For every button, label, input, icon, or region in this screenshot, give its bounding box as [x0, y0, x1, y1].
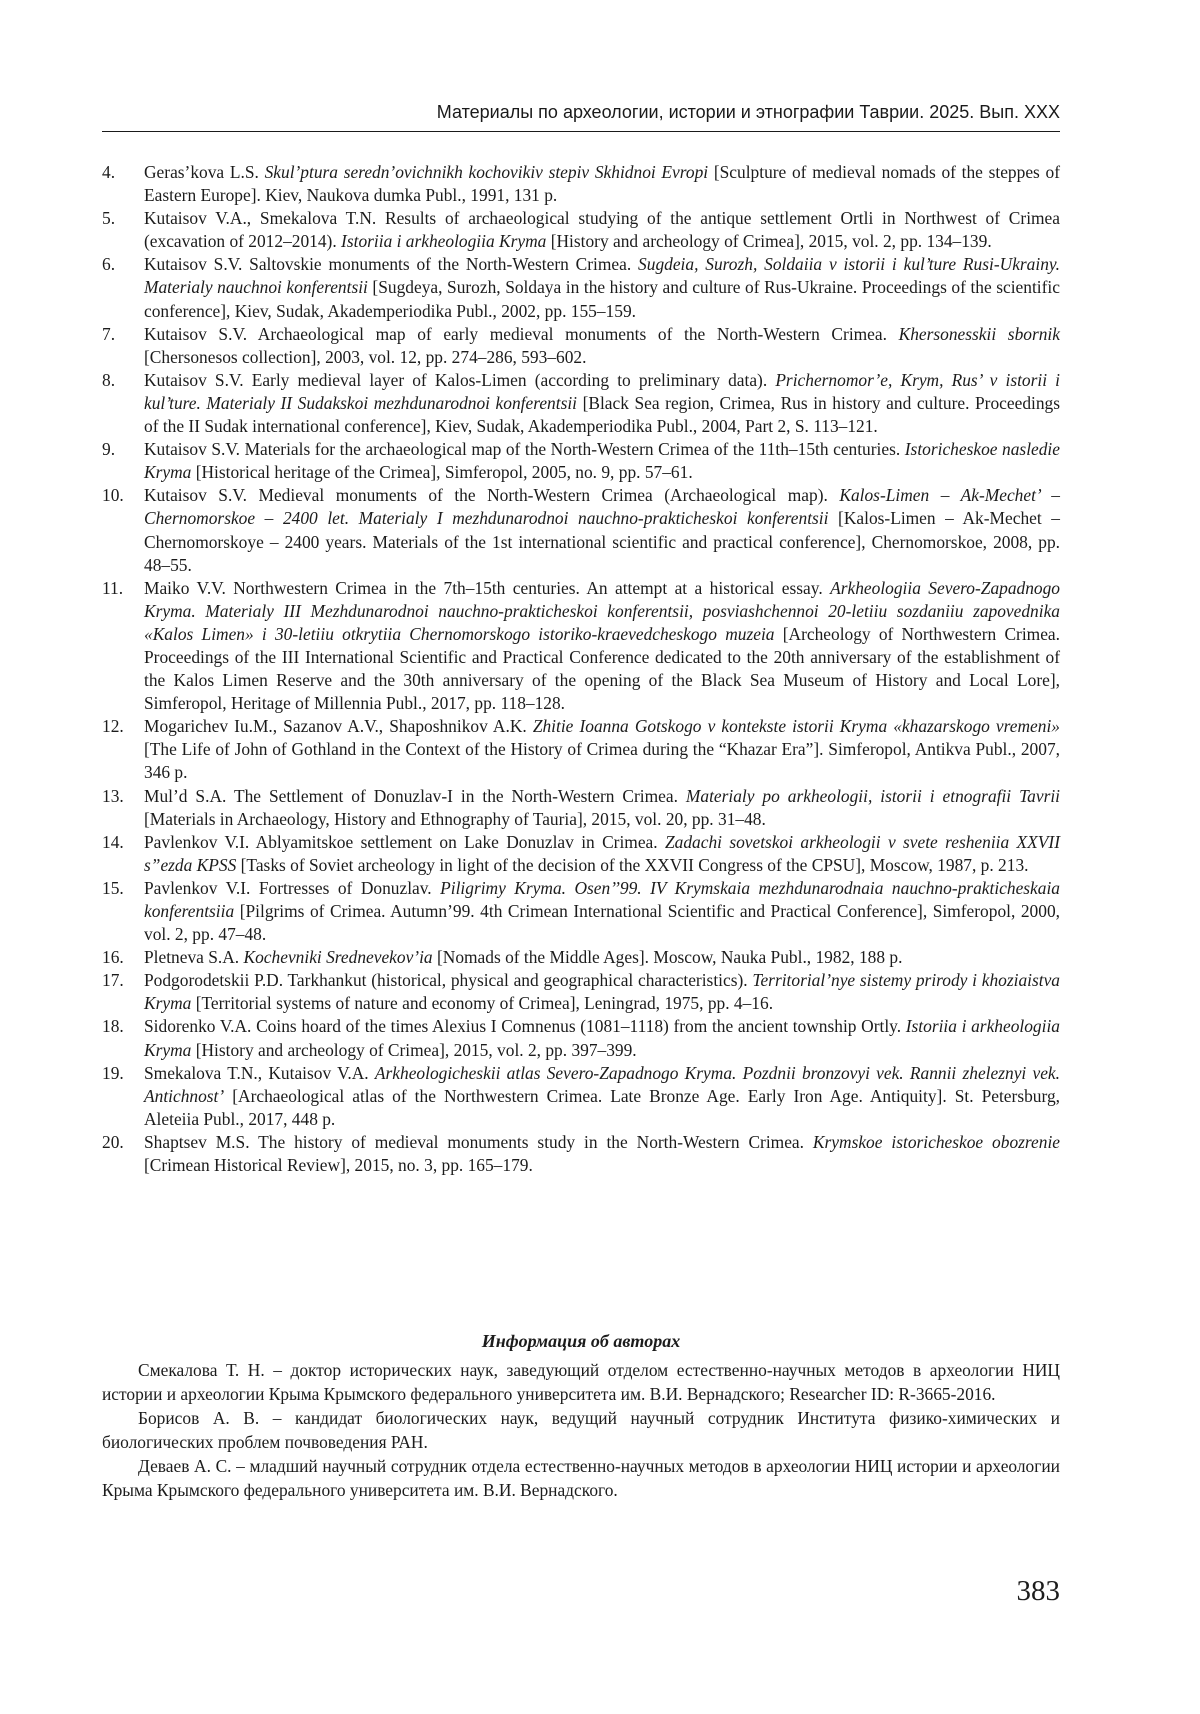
reference-text: [Territorial systems of nature and economy of Crimea], Leningrad, 1975, pp. 4–16. — [191, 993, 774, 1014]
reference-text: Smekalova T.N., Kutaisov V.A. — [144, 1062, 375, 1083]
reference-source-title: Sugdeia, Surozh, Soldaiia v istorii i kul’ture Rusi-Ukrainy. Materialy nauchnoi konferentsii — [144, 254, 1061, 298]
reference-source-title: Istoriia i arkheologiia Kryma — [341, 231, 547, 252]
header-rule — [102, 131, 1060, 132]
reference-text: [Sculpture of medieval nomads of the steppes of Eastern Europe]. Kiev, Naukova dumka Publ., 1991, 131 p. — [144, 162, 1061, 206]
reference-item — [102, 577, 1060, 716]
reference-text: Podgorodetskii P.D. Tarkhankut (historical, physical and geographical characteristics). — [144, 970, 753, 991]
reference-number: 8. — [102, 369, 116, 390]
reference-text: [Chersonesos collection], 2003, vol. 12, pp. 274–286, 593–602. — [144, 346, 587, 367]
reference-number: 6. — [102, 254, 116, 275]
reference-item — [102, 831, 1060, 877]
reference-number: 7. — [102, 323, 116, 344]
reference-item — [102, 785, 1060, 831]
reference-item — [102, 438, 1060, 484]
reference-text: [Materials in Archaeology, History and Ethnography of Tauria], 2015, vol. 20, pp. 31–48. — [144, 808, 766, 829]
author-info-devaev: Деваев А. С. – младший научный сотрудник отдела естественно-научных методов в археологии НИЦ истории и археологии Крыма Крымского федерального университета им. В.И. Вернадского. — [102, 1456, 1060, 1500]
reference-list — [102, 161, 1060, 1177]
reference-item — [102, 715, 1060, 784]
reference-text: [History and archeology of Crimea], 2015, vol. 2, pp. 397–399. — [191, 1039, 637, 1060]
reference-number: 18. — [102, 1016, 124, 1037]
reference-number: 20. — [102, 1131, 124, 1152]
authors-heading: Информация об авторах — [481, 1331, 681, 1351]
reference-text: Mogarichev Iu.M., Sazanov A.V., Shaposhnikov A.K. — [144, 716, 533, 737]
reference-source-title: Kochevniki Srednevekov’ia — [243, 947, 433, 968]
reference-text: [Tasks of Soviet archeology in light of the decision of the XXVII Congress of the CPSU], Moscow, 1987, p. 213. — [236, 854, 1029, 875]
reference-number: 12. — [102, 716, 124, 737]
reference-number: 15. — [102, 877, 124, 898]
reference-text: [Archaeological atlas of the Northwestern Crimea. Late Bronze Age. Early Iron Age. Antiquity]. St. Petersburg, Aleteiia Publ., 2017, 448 p. — [144, 1085, 1060, 1129]
reference-text: [History and archeology of Crimea], 2015, vol. 2, pp. 134–139. — [546, 231, 992, 252]
reference-text: [Nomads of the Middle Ages]. Moscow, Nauka Publ., 1982, 188 p. — [432, 947, 903, 968]
reference-item — [102, 877, 1060, 946]
reference-text: [Pilgrims of Crimea. Autumn’99. 4th Crimean International Scientific and Practical Conference], Simferopol, 2000, vol. 2, pp. 47–48. — [144, 901, 1060, 945]
reference-text: Kutaisov S.V. Archaeological map of early medieval monuments of the North-Western Crimea. — [144, 323, 899, 344]
reference-number: 9. — [102, 439, 116, 460]
page-number: 383 — [1016, 1575, 1060, 1607]
reference-source-title: Istoriia i arkheologiia Kryma — [144, 1016, 1060, 1060]
reference-source-title: Krymskoe istoricheskoe obozrenie — [812, 1131, 1060, 1152]
reference-source-title: Skul’ptura seredn’ovichnikh kochovikiv stepiv Skhidnoi Evropi — [264, 162, 709, 182]
reference-text: Shaptsev M.S. The history of medieval monuments study in the North-Western Crimea. — [144, 1131, 813, 1152]
reference-number: 10. — [102, 485, 124, 506]
reference-number: 14. — [102, 831, 124, 852]
reference-number: 11. — [102, 577, 124, 598]
reference-text: [Kalos-Limen – Ak-Mechet – Chernomorskoye – 2400 years. Materials of the 1st international scientific and practical conference], Chernomorskoe, 2008, pp. 48–55. — [144, 508, 1060, 575]
reference-text: Mul’d S.A. The Settlement of Donuzlav-I in the North-Western Crimea. — [144, 785, 686, 806]
reference-source-title: Piligrimy Kryma. Osen’’99. IV Krymskaia mezhdunarodnaia nauchno-prakticheskaia konferentsiia — [144, 877, 1060, 921]
reference-item — [102, 1015, 1060, 1061]
reference-source-title: Territorial’nye sistemy prirody i khoziaistva Kryma — [144, 970, 1060, 1014]
reference-number: 4. — [102, 162, 116, 182]
author-info-smekalova: Смекалова Т. Н. – доктор исторических наук, заведующий отделом естественно-научных методов в археологии НИЦ истории и археологии Крыма Крымского федерального университета им. В.И. Вернадского; Researcher ID: R-3665-2016. — [102, 1360, 1060, 1404]
reference-text: [Archeology of Northwestern Crimea. Proceedings of the III International Scientific and Practical Conference dedicated to the 20th anniversary of the establishment of the Kalos Limen Reserve and the 30th anniversary of the opening of the Black Sea Museum of History and Local Lore], Simferopol, Heritage of Millennia Publ., 2017, pp. 118–128. — [144, 623, 1060, 714]
reference-source-title: Zhitie Ioanna Gotskogo v kontekste istorii Kryma «khazarskogo vremeni» — [532, 716, 1060, 737]
reference-text: [Historical heritage of the Crimea], Simferopol, 2005, no. 9, pp. 57–61. — [191, 462, 693, 483]
reference-source-title: Khersonesskii sbornik — [898, 323, 1060, 344]
reference-item — [102, 1062, 1060, 1131]
reference-text: Pavlenkov V.I. Fortresses of Donuzlav. — [144, 877, 441, 898]
reference-item — [102, 253, 1060, 322]
reference-number: 5. — [102, 208, 116, 229]
reference-source-title: Arkheologiia Severo-Zapadnogo Kryma. Materialy III Mezhdunarodnoi nauchno-prakticheskoi konferentsii, posviashchennoi 20-letiiu sozdaniiu zapovednika «Kalos Limen» i 30-letiiu otkrytiia Chernomorskogo istoriko-kraevedcheskogo muzeia — [144, 577, 1061, 644]
reference-text: Kutaisov S.V. Materials for the archaeological map of the North-Western Crimea of the 11th–15th centuries. — [144, 439, 905, 460]
reference-text: Kutaisov V.A., Smekalova T.N. Results of archaeological studying of the antique settlement Ortli in Northwest of Crimea (excavation of 2012–2014). — [144, 208, 1060, 252]
reference-text: [Black Sea region, Crimea, Rus in history and culture. Proceedings of the II Sudak international conference], Kiev, Sudak, Akademperiodika Publ., 2004, Part 2, S. 113–121. — [144, 392, 1061, 437]
reference-number: 13. — [102, 785, 124, 806]
reference-text: [Sugdeya, Surozh, Soldaya in the history and culture of Rus-Ukraine. Proceedings of the scientific conference], Kiev, Sudak, Akademperiodika Publ., 2002, pp. 155–159. — [144, 277, 1060, 321]
reference-source-title: Kalos-Limen – Ak-Mechet’ – Chernomorskoe – 2400 let. Materialy I mezhdunarodnoi nauchno-prakticheskoi konferentsii — [144, 485, 1060, 529]
reference-item — [102, 369, 1060, 438]
running-head: Материалы по археологии, истории и этнографии Таврии. 2025. Вып. XXX — [436, 102, 1060, 122]
reference-source-title: Zadachi sovetskoi arkheologii v svete resheniia XXVII s”ezda KPSS — [144, 831, 1061, 875]
reference-item — [102, 484, 1060, 576]
reference-text: [Crimean Historical Review], 2015, no. 3, pp. 165–179. — [144, 1155, 533, 1176]
reference-text: Geras’kova L.S. — [144, 162, 265, 182]
reference-item — [102, 969, 1060, 1015]
reference-source-title: Istoricheskoe nasledie Kryma — [144, 439, 1060, 483]
reference-text: [The Life of John of Gothland in the Context of the History of Crimea during the “Khazar Era”]. Simferopol, Antikva Publ., 2007, 346 p. — [144, 739, 1060, 783]
reference-number: 19. — [102, 1062, 124, 1083]
reference-number: 16. — [102, 947, 124, 968]
reference-item — [102, 207, 1060, 253]
reference-text: Sidorenko V.A. Coins hoard of the times Alexius I Comnenus (1081–1118) from the ancient township Ortly. — [144, 1016, 906, 1037]
reference-text: Kutaisov S.V. Early medieval layer of Kalos-Limen (according to preliminary data). — [144, 369, 776, 390]
reference-text: Kutaisov S.V. Saltovskie monuments of the North-Western Crimea. — [144, 254, 639, 275]
reference-source-title: Prichernomor’e, Krym, Rus’ v istorii i kul’ture. Materialy II Sudakskoi mezhdunarodnoi konferentsii — [144, 369, 1061, 413]
author-info-borisov: Борисов А. В. – кандидат биологических наук, ведущий научный сотрудник Института физико-химических и биологических проблем почвоведения РАН. — [102, 1408, 1060, 1452]
reference-text: Kutaisov S.V. Medieval monuments of the North-Western Crimea (Archaeological map). — [144, 485, 840, 506]
reference-item — [102, 323, 1060, 369]
reference-text: Pletneva S.A. — [144, 947, 244, 968]
reference-source-title: Materialy po arkheologii, istorii i etnografii Tavrii — [685, 785, 1061, 806]
reference-source-title: Arkheologicheskii atlas Severo-Zapadnogo Kryma. Pozdnii bronzovyi vek. Rannii zheleznyi vek. Antichnost’ — [144, 1062, 1060, 1106]
reference-item — [102, 161, 1060, 207]
reference-item — [102, 946, 1060, 969]
reference-text: Maiko V.V. Northwestern Crimea in the 7th–15th centuries. An attempt at a historical essay. — [144, 577, 831, 598]
reference-number: 17. — [102, 970, 124, 991]
authors-section — [102, 1329, 1060, 1502]
reference-item — [102, 1131, 1060, 1177]
reference-text: Pavlenkov V.I. Ablyamitskoe settlement on Lake Donuzlav in Crimea. — [144, 831, 665, 852]
